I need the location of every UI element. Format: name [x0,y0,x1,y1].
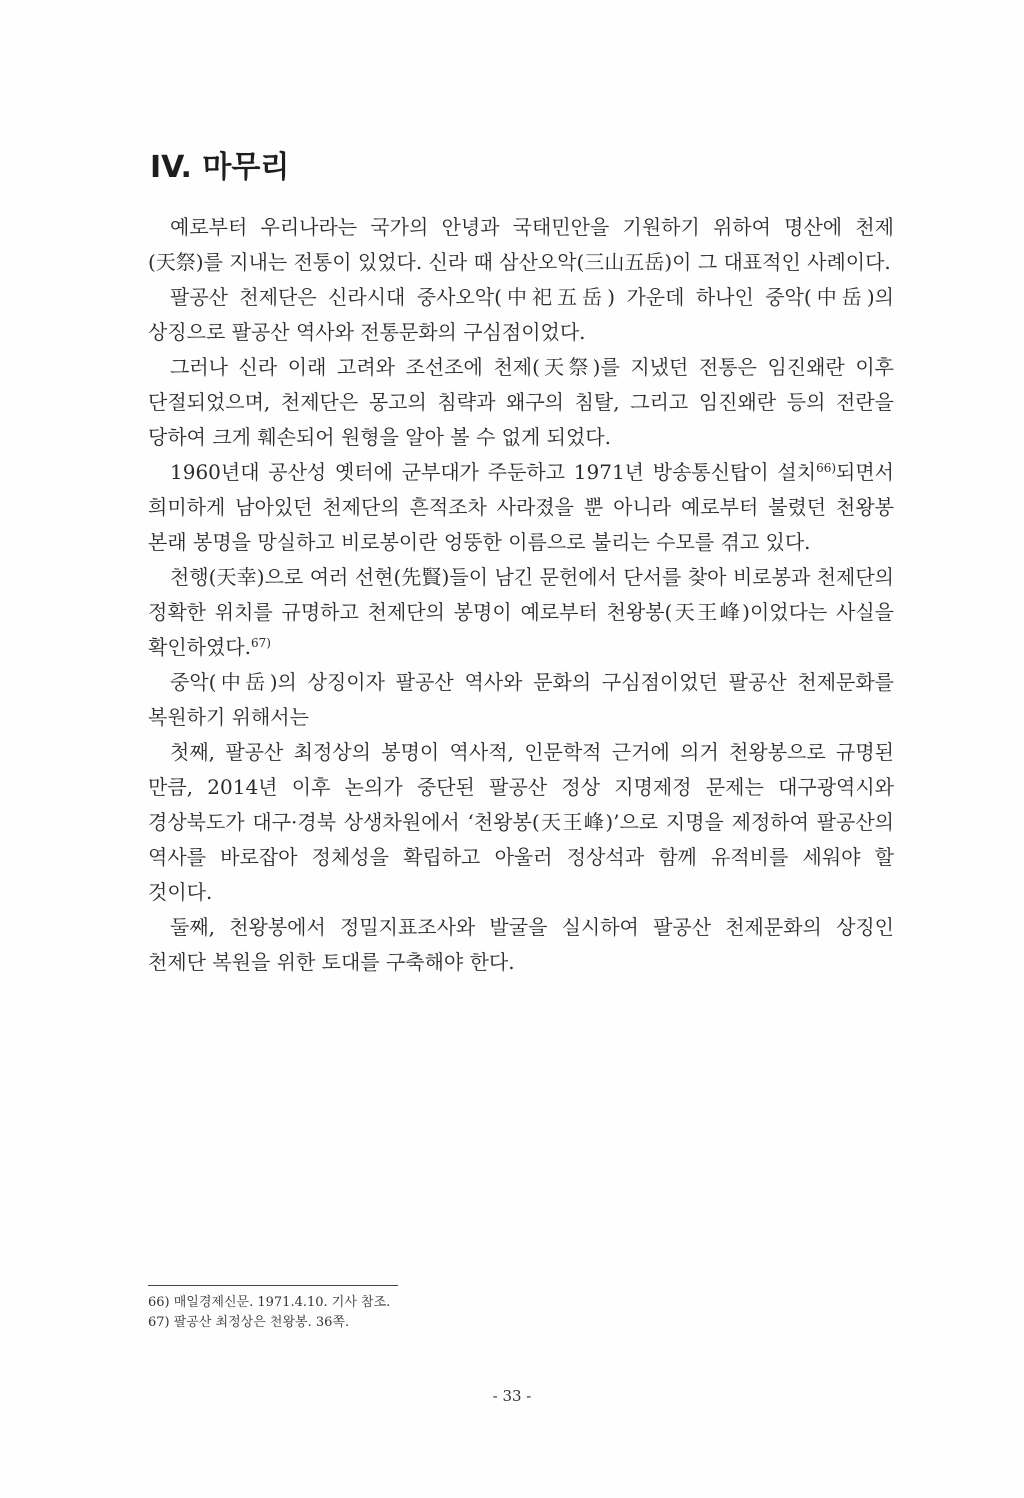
paragraph-4 [148,455,894,560]
paragraph-1: 예로부터 우리나라는 국가의 안녕과 국태민안을 기원하기 위하여 명산에 천제(天祭)를 지내는 전통이 있었다. 신라 때 삼산오악(三山五岳)이 그 대표적인 사례이다. [148,215,894,274]
footnote-ref-67: 67) [250,636,271,650]
paragraph-2: 팔공산 천제단은 신라시대 중사오악(中祀五岳) 가운데 하나인 중악(中岳)의 상징으로 팔공산 역사와 전통문화의 구심점이었다. [148,285,894,344]
footnote-ref-66: 66) [816,461,837,475]
paragraph-5 [148,560,894,665]
footnotes [148,1293,848,1333]
footnote-divider [148,1285,398,1286]
page-number: - 33 - [492,1387,532,1405]
paragraph-4-text-b: 되면서 희미하게 남아있던 천제단의 흔적조차 사라졌을 뿐 아니라 예로부터 불렸던 천왕봉 본래 봉명을 망실하고 비로봉이란 엉뚱한 이름으로 불리는 수모를 겪고 있다. [148,460,894,554]
paragraph-4-text-a: 1960년대 공산성 옛터에 군부대가 주둔하고 1971년 방송통신탑이 설치 [170,460,817,484]
footnote-66: 66) 매일경제신문. 1971.4.10. 기사 참조. [148,1295,391,1310]
paragraph-3: 그러나 신라 이래 고려와 조선조에 천제(天祭)를 지냈던 전통은 임진왜란 이후 단절되었으며, 천제단은 몽고의 침략과 왜구의 침탈, 그리고 임진왜란 등의 전란을 당하여 크게 훼손되어 원형을 알아 볼 수 없게 되었다. [148,355,894,449]
paragraph-5-text: 천행(天幸)으로 여러 선현(先賢)들이 남긴 문헌에서 단서를 찾아 비로봉과 천제단의 정확한 위치를 규명하고 천제단의 봉명이 예로부터 천왕봉(天王峰)이었다는 사실을 확인하였다. [148,565,894,659]
paragraph-6: 중악(中岳)의 상징이자 팔공산 역사와 문화의 구심점이었던 팔공산 천제문화를 복원하기 위해서는 [148,670,894,729]
section-title: IV. 마무리 [150,150,290,185]
body-text [148,210,894,980]
paragraph-8: 둘째, 천왕봉에서 정밀지표조사와 발굴을 실시하여 팔공산 천제문화의 상징인 천제단 복원을 위한 토대를 구축해야 한다. [148,915,894,974]
footnote-67: 67) 팔공산 최정상은 천왕봉. 36쪽. [148,1315,350,1330]
paragraph-7: 첫째, 팔공산 최정상의 봉명이 역사적, 인문학적 근거에 의거 천왕봉으로 규명된 만큼, 2014년 이후 논의가 중단된 팔공산 정상 지명제정 문제는 대구광역시와 경상북도가 대구·경북 상생차원에서 ‘천왕봉(天王峰)’으로 지명을 제정하여 팔공산의 역사를 바로잡아 정체성을 확립하고 아울러 정상석과 함께 유적비를 세워야 할 것이다. [148,740,894,904]
